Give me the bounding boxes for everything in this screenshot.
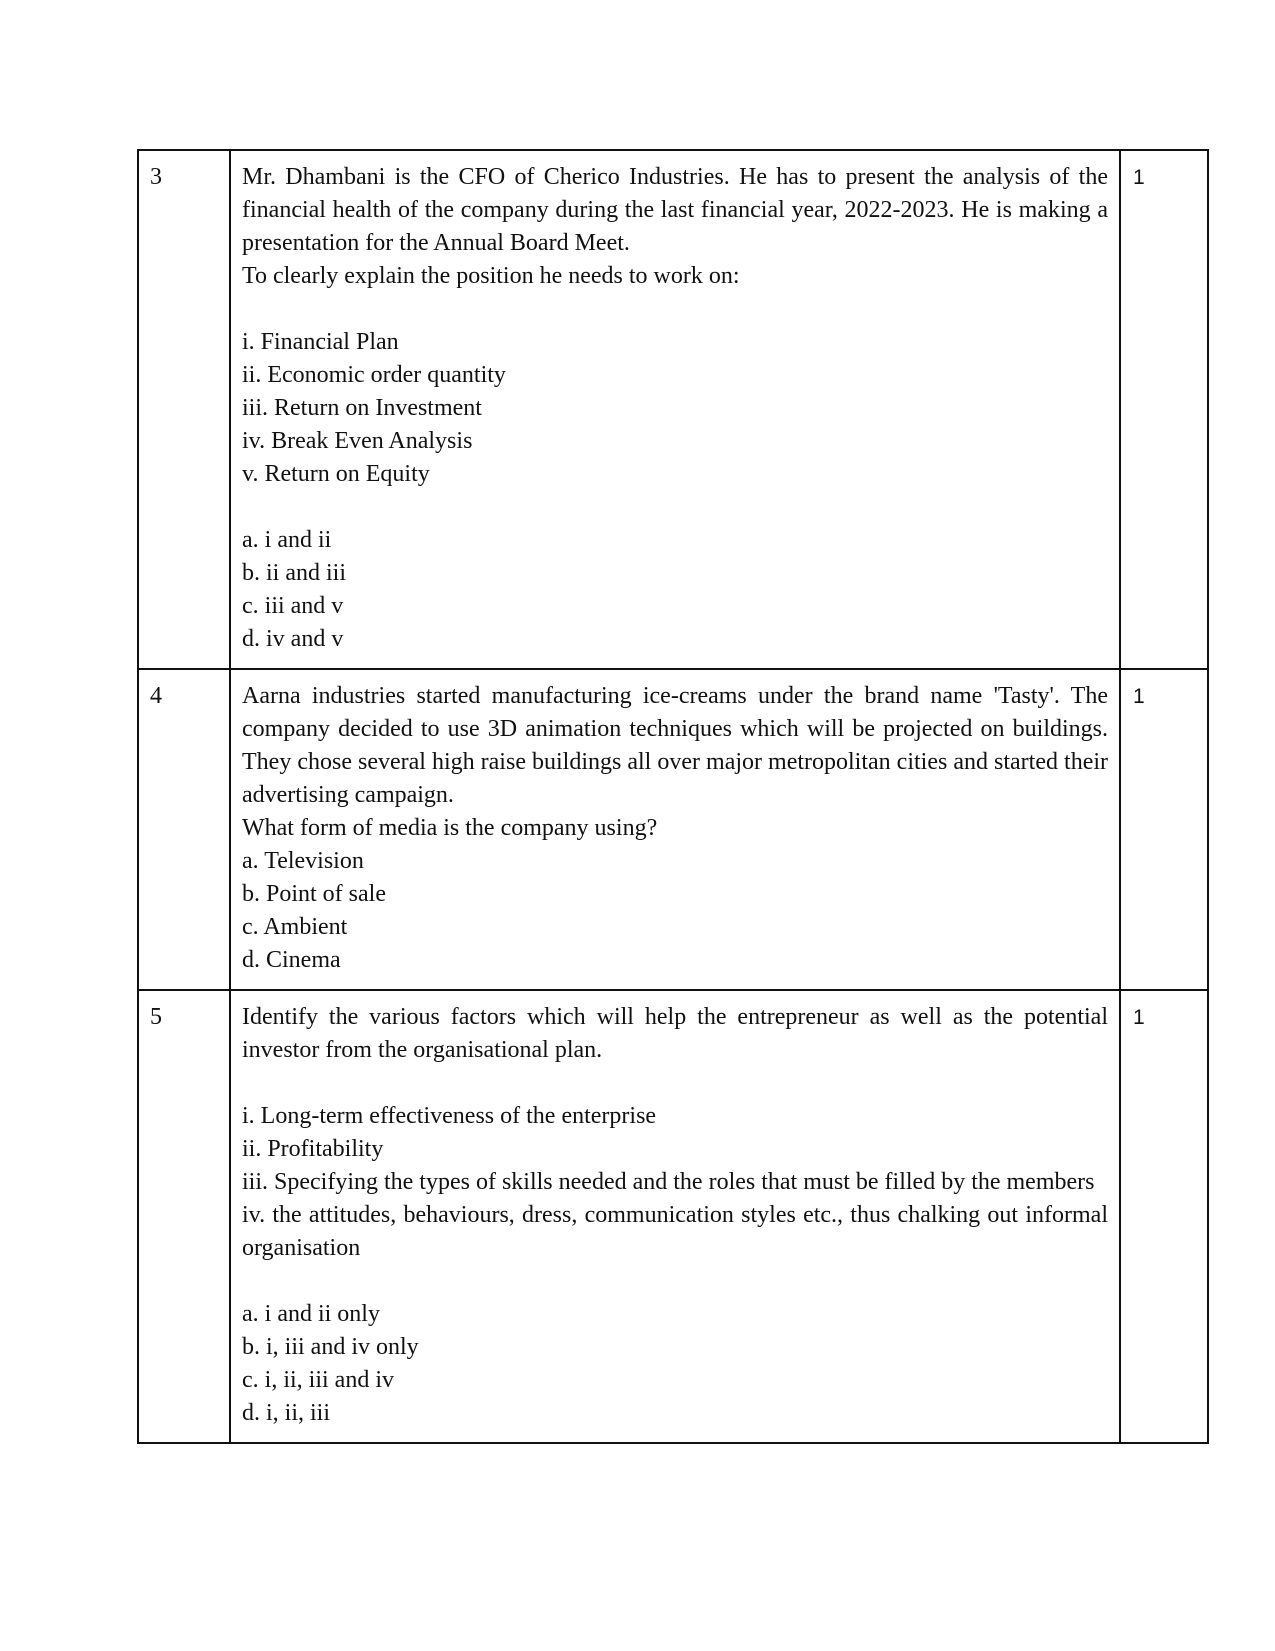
answer-option: c. iii and v [242, 593, 344, 619]
answer-option: b. Point of sale [242, 881, 386, 907]
questions-table [137, 149, 1209, 1444]
answer-option: b. ii and iii [242, 560, 346, 586]
answer-option: a. i and ii only [242, 1301, 380, 1327]
answer-option: d. i, ii, iii [242, 1400, 331, 1426]
question-paragraph: Identify the various factors which will help the entrepreneur as well as the potential investor from the organisational plan. [242, 1004, 1108, 1063]
question-marks: 1 [1120, 669, 1208, 990]
list-item: iii. Return on Investment [242, 395, 482, 421]
list-item: iv. Break Even Analysis [242, 428, 473, 454]
question-marks: 1 [1120, 990, 1208, 1443]
list-item: i. Long-term effectiveness of the enterprise [242, 1103, 657, 1129]
question-number: 3 [138, 150, 230, 669]
question-content [230, 669, 1120, 990]
question-paragraph: Aarna industries started manufacturing ice-creams under the brand name 'Tasty'. The company decided to use 3D animation techniques which will be projected on buildings. They chose several high raise buildings all over major metropolitan cities and started their advertising campaign. [242, 683, 1108, 808]
answer-option: d. iv and v [242, 626, 344, 652]
answer-option: c. i, ii, iii and iv [242, 1367, 394, 1393]
question-row [138, 990, 1208, 1443]
question-number: 4 [138, 669, 230, 990]
question-marks: 1 [1120, 150, 1208, 669]
question-number: 5 [138, 990, 230, 1443]
list-item: ii. Profitability [242, 1136, 384, 1162]
question-paragraph: What form of media is the company using? [242, 815, 658, 841]
question-row [138, 669, 1208, 990]
answer-option: b. i, iii and iv only [242, 1334, 419, 1360]
answer-option: c. Ambient [242, 914, 348, 940]
question-paragraph: Mr. Dhambani is the CFO of Cherico Industries. He has to present the analysis of the financial health of the company during the last financial year, 2022-2023. He is making a presentation for the Annual Board Meet. [242, 164, 1108, 256]
question-row [138, 150, 1208, 669]
question-content [230, 990, 1120, 1443]
answer-option: d. Cinema [242, 947, 341, 973]
list-item: iii. Specifying the types of skills needed and the roles that must be filled by the members [242, 1169, 1095, 1195]
answer-option: a. Television [242, 848, 364, 874]
question-content [230, 150, 1120, 669]
list-item: i. Financial Plan [242, 329, 399, 355]
answer-option: a. i and ii [242, 527, 332, 553]
list-item: ii. Economic order quantity [242, 362, 506, 388]
list-item: v. Return on Equity [242, 461, 430, 487]
question-paragraph: To clearly explain the position he needs to work on: [242, 263, 740, 289]
list-item: iv. the attitudes, behaviours, dress, communication styles etc., thus chalking out informal organisation [242, 1202, 1108, 1261]
